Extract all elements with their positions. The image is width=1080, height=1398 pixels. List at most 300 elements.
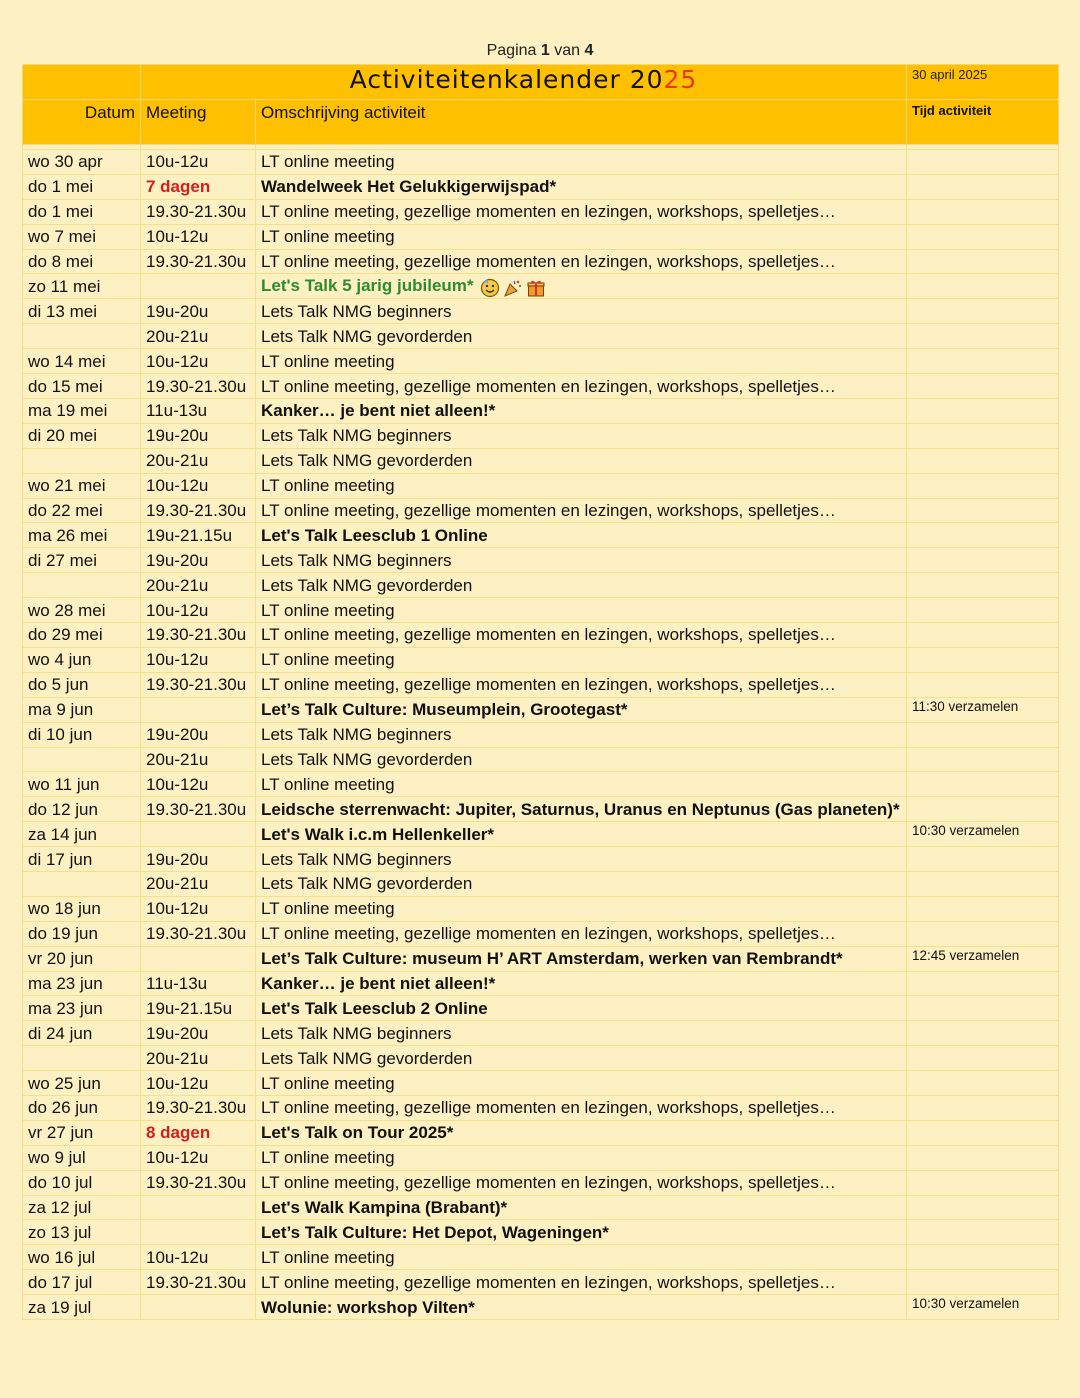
cell-description	[256, 399, 907, 424]
activity-description: LT online meeting	[261, 476, 395, 496]
cell-time: 12:45 verzamelen	[907, 946, 1059, 971]
cell-time	[907, 573, 1059, 598]
table-row	[23, 523, 1059, 548]
cell-description	[256, 1195, 907, 1220]
cell-description	[256, 1170, 907, 1195]
column-header-description: Omschrijving activiteit	[256, 100, 907, 145]
activity-description: Lets Talk NMG gevorderden	[261, 749, 473, 769]
activity-description: LT online meeting	[261, 351, 395, 371]
cell-meeting	[141, 946, 256, 971]
cell-date	[23, 573, 141, 598]
cell-date: wo 25 jun	[23, 1071, 141, 1096]
table-row	[23, 722, 1059, 747]
page-label-mid: van	[554, 42, 581, 59]
cell-meeting: 19.30-21.30u	[141, 797, 256, 822]
cell-meeting: 19.30-21.30u	[141, 1270, 256, 1295]
activity-description: Lets Talk NMG gevorderden	[261, 326, 473, 346]
cell-time	[907, 349, 1059, 374]
cell-description	[256, 871, 907, 896]
cell-date: do 10 jul	[23, 1170, 141, 1195]
cell-meeting: 19u-20u	[141, 423, 256, 448]
page-indicator	[0, 42, 1080, 60]
table-row	[23, 324, 1059, 349]
calendar-sheet	[22, 64, 1058, 1320]
cell-meeting: 10u-12u	[141, 1245, 256, 1270]
cell-description	[256, 1145, 907, 1170]
cell-description	[256, 971, 907, 996]
cell-meeting: 10u-12u	[141, 1071, 256, 1096]
cell-description	[256, 697, 907, 722]
cell-meeting: 10u-12u	[141, 473, 256, 498]
activity-description: LT online meeting	[261, 152, 395, 172]
table-row	[23, 797, 1059, 822]
cell-date: wo 14 mei	[23, 349, 141, 374]
cell-time	[907, 996, 1059, 1021]
activity-description: Lets Talk NMG gevorderden	[261, 575, 473, 595]
cell-date: do 15 mei	[23, 374, 141, 399]
cell-description	[256, 921, 907, 946]
table-row	[23, 548, 1059, 573]
table-row	[23, 399, 1059, 424]
table-row	[23, 1170, 1059, 1195]
cell-description	[256, 523, 907, 548]
cell-date: wo 16 jul	[23, 1245, 141, 1270]
table-row	[23, 996, 1059, 1021]
table-row	[23, 573, 1059, 598]
cell-meeting	[141, 697, 256, 722]
cell-description	[256, 274, 907, 299]
table-row	[23, 224, 1059, 249]
cell-meeting: 19.30-21.30u	[141, 249, 256, 274]
activity-description: LT online meeting, gezellige momenten en lezingen, workshops, spelletjes…	[261, 252, 836, 271]
cell-time	[907, 1170, 1059, 1195]
cell-meeting	[141, 1195, 256, 1220]
cell-date: vr 27 jun	[23, 1120, 141, 1145]
cell-meeting: 10u-12u	[141, 896, 256, 921]
cell-description	[256, 324, 907, 349]
activity-description: Let’s Talk Culture: museum H’ ART Amsterdam, werken van Rembrandt*	[261, 949, 843, 969]
table-row	[23, 1220, 1059, 1245]
activity-description: Lets Talk NMG gevorderden	[261, 451, 473, 471]
cell-time	[907, 896, 1059, 921]
page-label-prefix: Pagina	[486, 42, 537, 59]
table-row	[23, 174, 1059, 199]
table-row	[23, 299, 1059, 324]
cell-time	[907, 1120, 1059, 1145]
cell-description	[256, 473, 907, 498]
cell-description	[256, 299, 907, 324]
column-header-meeting: Meeting	[141, 100, 256, 145]
activity-description: LT online meeting	[261, 1148, 395, 1168]
cell-description	[256, 822, 907, 847]
cell-meeting	[141, 1295, 256, 1320]
cell-time	[907, 747, 1059, 772]
table-row	[23, 423, 1059, 448]
cell-date: ma 9 jun	[23, 697, 141, 722]
cell-description	[256, 623, 907, 648]
cell-time	[907, 623, 1059, 648]
column-header-date: Datum	[23, 100, 141, 145]
table-row	[23, 1021, 1059, 1046]
cell-description	[256, 1270, 907, 1295]
cell-date: za 14 jun	[23, 822, 141, 847]
cell-meeting	[141, 274, 256, 299]
activity-description: Let's Talk 5 jarig jubileum*	[261, 276, 474, 296]
cell-meeting: 10u-12u	[141, 647, 256, 672]
cell-date: vr 20 jun	[23, 946, 141, 971]
activity-description: Lets Talk NMG beginners	[261, 550, 452, 570]
cell-date: di 27 mei	[23, 548, 141, 573]
cell-meeting: 10u-12u	[141, 349, 256, 374]
cell-description	[256, 498, 907, 523]
cell-description	[256, 1220, 907, 1245]
table-row	[23, 946, 1059, 971]
cell-time	[907, 523, 1059, 548]
table-row	[23, 871, 1059, 896]
cell-time	[907, 1095, 1059, 1120]
table-row	[23, 498, 1059, 523]
table-row	[23, 971, 1059, 996]
cell-date: di 10 jun	[23, 722, 141, 747]
cell-date: do 1 mei	[23, 174, 141, 199]
title-row	[23, 65, 1059, 100]
cell-time	[907, 722, 1059, 747]
cell-meeting: 11u-13u	[141, 399, 256, 424]
cell-description	[256, 722, 907, 747]
activity-description: Lets Talk NMG beginners	[261, 426, 452, 446]
cell-date: ma 26 mei	[23, 523, 141, 548]
table-row	[23, 1145, 1059, 1170]
activity-description: LT online meeting, gezellige momenten en lezingen, workshops, spelletjes…	[261, 1272, 836, 1292]
cell-meeting: 20u-21u	[141, 573, 256, 598]
table-row	[23, 274, 1059, 299]
cell-date: za 12 jul	[23, 1195, 141, 1220]
cell-description	[256, 174, 907, 199]
cell-date: do 12 jun	[23, 797, 141, 822]
activity-description: LT online meeting, gezellige momenten en lezingen, workshops, spelletjes…	[261, 675, 836, 695]
cell-date: di 20 mei	[23, 423, 141, 448]
page-current: 1	[540, 42, 550, 59]
cell-time	[907, 598, 1059, 623]
cell-description	[256, 1071, 907, 1096]
activity-description: Wandelweek Het Gelukkigerwijspad*	[261, 177, 557, 197]
cell-description	[256, 1120, 907, 1145]
activity-description: LT online meeting, gezellige momenten en lezingen, workshops, spelletjes…	[261, 501, 836, 521]
cell-date: zo 13 jul	[23, 1220, 141, 1245]
cell-date	[23, 871, 141, 896]
activity-description: LT online meeting	[261, 650, 395, 670]
table-row	[23, 349, 1059, 374]
activity-description: Lets Talk NMG beginners	[261, 301, 452, 321]
cell-time	[907, 374, 1059, 399]
cell-time	[907, 847, 1059, 872]
cell-meeting: 19u-20u	[141, 847, 256, 872]
cell-meeting: 19.30-21.30u	[141, 1095, 256, 1120]
table-row	[23, 448, 1059, 473]
cell-time	[907, 473, 1059, 498]
table-row	[23, 772, 1059, 797]
activity-description: Let’s Talk Culture: Het Depot, Wageningen*	[261, 1222, 609, 1242]
cell-date: do 1 mei	[23, 199, 141, 224]
cell-description	[256, 1295, 907, 1320]
cell-meeting: 19u-20u	[141, 722, 256, 747]
cell-time	[907, 548, 1059, 573]
cell-time	[907, 249, 1059, 274]
activity-description: Lets Talk NMG gevorderden	[261, 1048, 473, 1068]
cell-time	[907, 672, 1059, 697]
cell-date: di 24 jun	[23, 1021, 141, 1046]
cell-date: do 29 mei	[23, 623, 141, 648]
table-row	[23, 672, 1059, 697]
cell-meeting: 20u-21u	[141, 1046, 256, 1071]
activity-description: Kanker… je bent niet alleen!*	[261, 401, 496, 421]
calendar-title	[141, 65, 907, 100]
cell-time	[907, 274, 1059, 299]
table-row	[23, 473, 1059, 498]
cell-date: do 26 jun	[23, 1095, 141, 1120]
cell-time	[907, 1071, 1059, 1096]
activity-description: Leidsche sterrenwacht: Jupiter, Saturnus, Uranus en Neptunus (Gas planeten)*	[261, 799, 900, 819]
activity-description: Kanker… je bent niet alleen!*	[261, 973, 496, 993]
cell-time	[907, 1195, 1059, 1220]
activity-description: LT online meeting, gezellige momenten en lezingen, workshops, spelletjes…	[261, 924, 836, 944]
activity-description: LT online meeting	[261, 774, 395, 794]
activity-description: LT online meeting, gezellige momenten en lezingen, workshops, spelletjes…	[261, 202, 836, 222]
cell-description	[256, 548, 907, 573]
cell-date: do 17 jul	[23, 1270, 141, 1295]
cell-description	[256, 374, 907, 399]
activity-description: Lets Talk NMG beginners	[261, 725, 452, 745]
cell-date: wo 18 jun	[23, 896, 141, 921]
cell-date: zo 11 mei	[23, 274, 141, 299]
cell-description	[256, 996, 907, 1021]
cell-time	[907, 150, 1059, 175]
activity-description: Lets Talk NMG gevorderden	[261, 874, 473, 894]
celebration-icons	[480, 275, 549, 298]
table-row	[23, 847, 1059, 872]
calendar-title-year-highlight: 25	[663, 65, 698, 94]
activity-description: LT online meeting	[261, 600, 395, 620]
cell-meeting: 19u-20u	[141, 548, 256, 573]
table-row	[23, 697, 1059, 722]
cell-description	[256, 448, 907, 473]
cell-date: di 13 mei	[23, 299, 141, 324]
cell-meeting: 10u-12u	[141, 598, 256, 623]
cell-date: wo 7 mei	[23, 224, 141, 249]
cell-description	[256, 349, 907, 374]
cell-description	[256, 1021, 907, 1046]
cell-date: wo 21 mei	[23, 473, 141, 498]
table-row	[23, 896, 1059, 921]
activity-description: LT online meeting, gezellige momenten en lezingen, workshops, spelletjes…	[261, 1098, 836, 1118]
activity-description: Let's Talk Leesclub 2 Online	[261, 998, 488, 1018]
activity-description: Let's Walk Kampina (Brabant)*	[261, 1197, 508, 1217]
activity-description: LT online meeting	[261, 1073, 395, 1093]
activity-description: Let's Walk i.c.m Hellenkeller*	[261, 824, 495, 844]
cell-description	[256, 797, 907, 822]
calendar-date: 30 april 2025	[907, 65, 1059, 100]
cell-date: wo 28 mei	[23, 598, 141, 623]
table-row	[23, 1071, 1059, 1096]
cell-meeting: 10u-12u	[141, 150, 256, 175]
cell-description	[256, 1095, 907, 1120]
table-row	[23, 747, 1059, 772]
cell-time	[907, 174, 1059, 199]
cell-time	[907, 797, 1059, 822]
cell-time	[907, 772, 1059, 797]
cell-date: za 19 jul	[23, 1295, 141, 1320]
table-row	[23, 598, 1059, 623]
smiley-party-icon	[480, 278, 500, 298]
cell-meeting: 20u-21u	[141, 871, 256, 896]
cell-meeting: 19.30-21.30u	[141, 623, 256, 648]
cell-description	[256, 573, 907, 598]
cell-time	[907, 224, 1059, 249]
cell-description	[256, 647, 907, 672]
activity-description: Wolunie: workshop Vilten*	[261, 1297, 475, 1317]
table-row	[23, 1195, 1059, 1220]
cell-meeting	[141, 822, 256, 847]
table-row	[23, 1270, 1059, 1295]
table-row	[23, 1295, 1059, 1320]
cell-time	[907, 1021, 1059, 1046]
table-row	[23, 921, 1059, 946]
cell-description	[256, 423, 907, 448]
calendar-rows	[23, 145, 1059, 1320]
cell-meeting: 20u-21u	[141, 747, 256, 772]
cell-time	[907, 971, 1059, 996]
activity-description: LT online meeting, gezellige momenten en lezingen, workshops, spelletjes…	[261, 376, 836, 396]
cell-date: di 17 jun	[23, 847, 141, 872]
cell-date	[23, 1046, 141, 1071]
cell-time	[907, 1220, 1059, 1245]
cell-time	[907, 299, 1059, 324]
cell-date: do 19 jun	[23, 921, 141, 946]
activity-description: Lets Talk NMG beginners	[261, 1023, 452, 1043]
cell-time	[907, 399, 1059, 424]
cell-time: 11:30 verzamelen	[907, 697, 1059, 722]
cell-description	[256, 946, 907, 971]
cell-time	[907, 647, 1059, 672]
cell-time	[907, 498, 1059, 523]
cell-date: wo 11 jun	[23, 772, 141, 797]
cell-description	[256, 249, 907, 274]
table-row	[23, 1046, 1059, 1071]
cell-meeting: 19u-20u	[141, 1021, 256, 1046]
activity-description: LT online meeting	[261, 227, 395, 247]
cell-meeting: 19.30-21.30u	[141, 199, 256, 224]
cell-date	[23, 747, 141, 772]
cell-description	[256, 747, 907, 772]
cell-meeting: 10u-12u	[141, 772, 256, 797]
cell-description	[256, 1046, 907, 1071]
cell-meeting: 19.30-21.30u	[141, 1170, 256, 1195]
cell-time: 10:30 verzamelen	[907, 1295, 1059, 1320]
cell-time	[907, 423, 1059, 448]
page-total: 4	[584, 42, 594, 59]
cell-date: ma 23 jun	[23, 996, 141, 1021]
cell-meeting: 19.30-21.30u	[141, 921, 256, 946]
column-header-time: Tijd activiteit	[907, 100, 1059, 145]
cell-description	[256, 772, 907, 797]
party-popper-icon	[503, 278, 523, 298]
activity-calendar-table	[22, 64, 1059, 1320]
cell-description	[256, 199, 907, 224]
cell-time	[907, 448, 1059, 473]
cell-date: do 22 mei	[23, 498, 141, 523]
cell-time	[907, 324, 1059, 349]
table-row	[23, 150, 1059, 175]
cell-meeting: 19.30-21.30u	[141, 374, 256, 399]
cell-date	[23, 324, 141, 349]
cell-meeting: 8 dagen	[141, 1120, 256, 1145]
cell-description	[256, 896, 907, 921]
cell-date: ma 19 mei	[23, 399, 141, 424]
cell-description	[256, 224, 907, 249]
table-row	[23, 1245, 1059, 1270]
cell-time	[907, 1245, 1059, 1270]
cell-description	[256, 672, 907, 697]
cell-date: wo 4 jun	[23, 647, 141, 672]
cell-meeting: 20u-21u	[141, 448, 256, 473]
cell-meeting: 19u-21.15u	[141, 996, 256, 1021]
cell-date: do 5 jun	[23, 672, 141, 697]
table-row	[23, 249, 1059, 274]
cell-meeting	[141, 1220, 256, 1245]
table-row	[23, 1095, 1059, 1120]
table-row	[23, 199, 1059, 224]
cell-time	[907, 871, 1059, 896]
table-row	[23, 374, 1059, 399]
cell-meeting: 19u-20u	[141, 299, 256, 324]
cell-time	[907, 1270, 1059, 1295]
cell-meeting: 19.30-21.30u	[141, 498, 256, 523]
cell-time	[907, 1145, 1059, 1170]
cell-meeting: 11u-13u	[141, 971, 256, 996]
cell-meeting: 10u-12u	[141, 224, 256, 249]
table-row	[23, 822, 1059, 847]
cell-description	[256, 847, 907, 872]
cell-meeting: 19.30-21.30u	[141, 672, 256, 697]
cell-description	[256, 1245, 907, 1270]
column-header-row	[23, 100, 1059, 145]
cell-description	[256, 150, 907, 175]
cell-time	[907, 1046, 1059, 1071]
activity-description: Lets Talk NMG beginners	[261, 849, 452, 869]
table-row	[23, 623, 1059, 648]
table-row	[23, 1120, 1059, 1145]
activity-description: LT online meeting, gezellige momenten en lezingen, workshops, spelletjes…	[261, 625, 836, 645]
activity-description: Let’s Talk Culture: Museumplein, Grootegast*	[261, 700, 628, 720]
activity-description: LT online meeting	[261, 1247, 395, 1267]
table-row	[23, 647, 1059, 672]
activity-description: LT online meeting	[261, 899, 395, 919]
activity-description: LT online meeting, gezellige momenten en lezingen, workshops, spelletjes…	[261, 1173, 836, 1193]
cell-date: wo 9 jul	[23, 1145, 141, 1170]
calendar-title-main: Activiteitenkalender 20	[349, 65, 664, 94]
cell-date	[23, 448, 141, 473]
activity-description: Let's Talk Leesclub 1 Online	[261, 525, 488, 545]
cell-meeting: 7 dagen	[141, 174, 256, 199]
cell-description	[256, 598, 907, 623]
cell-date: wo 30 apr	[23, 150, 141, 175]
cell-date: ma 23 jun	[23, 971, 141, 996]
cell-time	[907, 921, 1059, 946]
cell-meeting: 19u-21.15u	[141, 523, 256, 548]
cell-time	[907, 199, 1059, 224]
gift-icon	[526, 278, 546, 298]
cell-date: do 8 mei	[23, 249, 141, 274]
